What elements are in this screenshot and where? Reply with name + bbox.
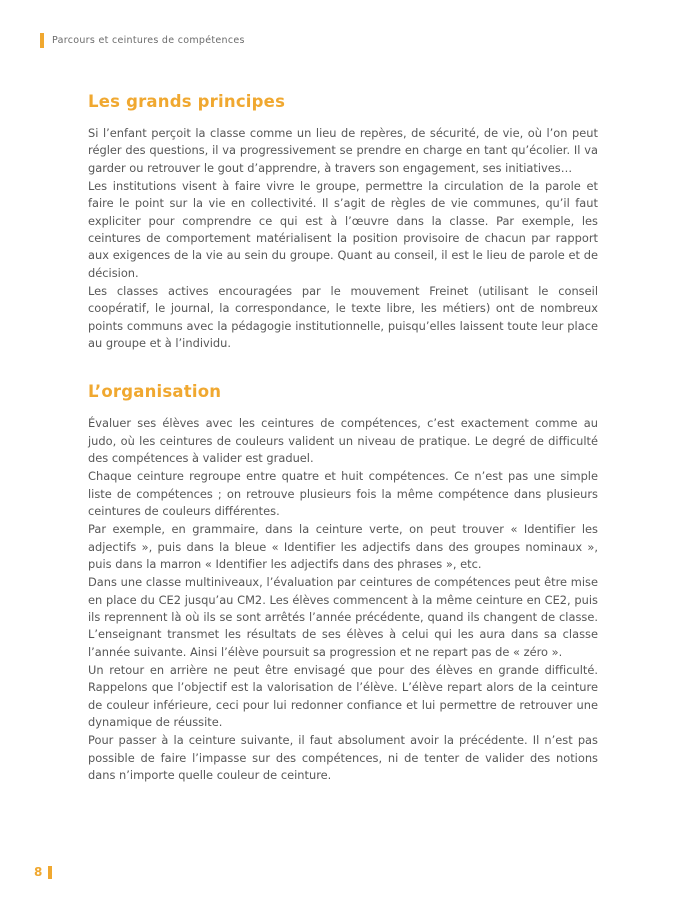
- section-lorganisation: [88, 382, 598, 784]
- paragraph: Les classes actives encouragées par le mouvement Freinet (utilisant le conseil coopératif, le journal, la correspondance, le texte libre, les métiers) ont de nombreux points communs avec la pédagogie institutionnelle, puisqu’elles laissent toute leur place au groupe et à l’individu.: [88, 283, 598, 350]
- section-les-grands-principes: [88, 92, 598, 352]
- page-folio: [34, 865, 52, 879]
- section-title: Les grands principes: [88, 92, 286, 111]
- paragraph: Les institutions visent à faire vivre le groupe, permettre la circulation de la parole et faire le point sur la vie en collectivité. Il s’agit de règles de vie communes, qu’il faut expliciter pour comprendre ce qui est à l’œuvre dans la classe. Par exemple, les ceintures de comportement matérialisent la position provisoire de chacun par rapport aux exigences de la vie au sein du groupe. Quant au conseil, il est le lieu de parole et de décision.: [88, 178, 598, 280]
- section-title: L’organisation: [88, 382, 222, 402]
- paragraph: Évaluer ses élèves avec les ceintures de compétences, c’est exactement comme au judo, où les ceintures de couleurs valident un niveau de pratique. Le degré de difficulté des compétences à valider est graduel.: [88, 416, 598, 465]
- page-number: 8: [34, 865, 43, 879]
- header-accent-bar: [40, 33, 44, 48]
- folio-accent-bar: [48, 866, 52, 879]
- running-header: [40, 33, 245, 48]
- paragraph: Par exemple, en grammaire, dans la ceinture verte, on peut trouver « Identifier les adjectifs », puis dans la bleue « Identifier les adjectifs dans des groupes nominaux », puis dans la marron « Identifier les adjectifs dans des phrases », etc.: [88, 522, 598, 571]
- paragraph: Si l’enfant perçoit la classe comme un lieu de repères, de sécurité, de vie, où l’on peut régler des questions, il va progressivement se prendre en charge en tant qu’écolier. Il va garder ou retrouver le gout d’apprendre, à travers son engagement, ses initiatives…: [88, 126, 598, 175]
- running-header-title: Parcours et ceintures de compétences: [52, 35, 245, 46]
- paragraph: Chaque ceinture regroupe entre quatre et huit compétences. Ce n’est pas une simple liste de compétences ; on retrouve plusieurs fois la même compétence dans plusieurs ceintures de couleurs différentes.: [88, 469, 598, 518]
- paragraph: Un retour en arrière ne peut être envisagé que pour des élèves en grande difficulté. Rappelons que l’objectif est la valorisation de l’élève. L’élève repart alors de la ceinture de couleur inférieure, ceci pour lui redonner confiance et lui permettre de retrouver une dynamique de réussite.: [88, 662, 598, 729]
- paragraph: Pour passer à la ceinture suivante, il faut absolument avoir la précédente. Il n’est pas possible de faire l’impasse sur des compétences, ni de tenter de valider des notions dans n’importe quelle couleur de ceinture.: [88, 733, 598, 782]
- page-content: [88, 92, 598, 784]
- paragraph: Dans une classe multiniveaux, l’évaluation par ceintures de compétences peut être mise en place du CE2 jusqu’au CM2. Les élèves commencent à la même ceinture en CE2, puis ils reprennent là où ils se sont arrêtés l’année précédente, quand ils changent de classe. L’enseignant transmet les résultats de ses élèves à celui qui les aura dans sa classe l’année suivante. Ainsi l’élève poursuit sa progression et ne repart pas de « zéro ».: [88, 575, 598, 659]
